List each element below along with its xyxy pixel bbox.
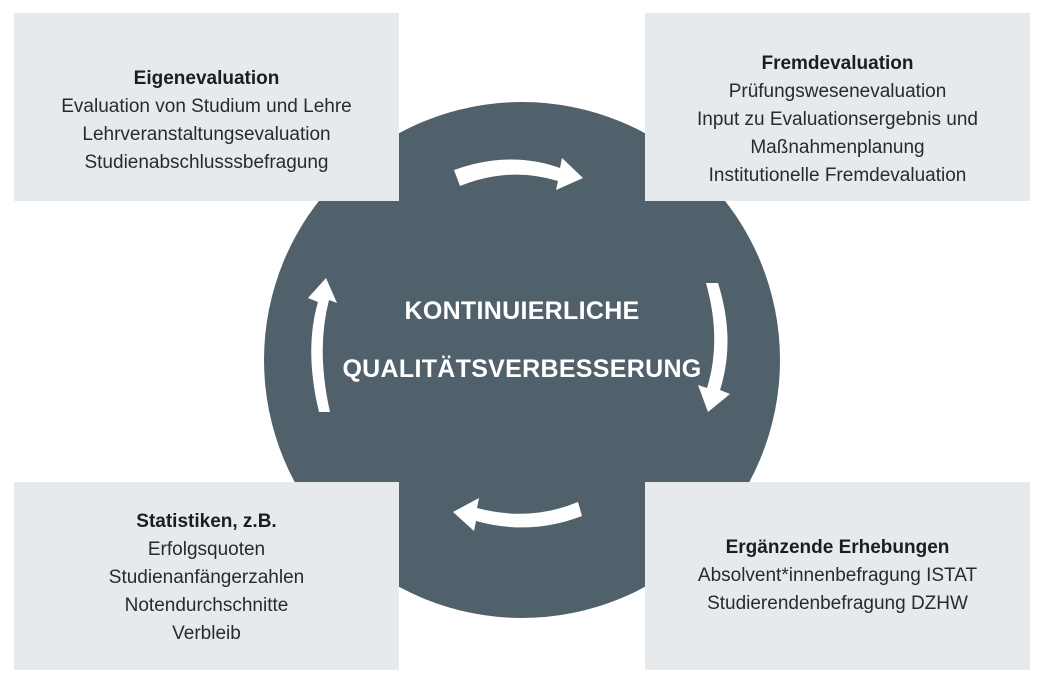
box-line: Notendurchschnitte [124, 595, 289, 616]
box-line: Lehrveranstaltungsevaluation [82, 124, 331, 145]
box-line: Studierendenbefragung DZHW [707, 593, 968, 614]
box-line: Input zu Evaluationsergebnis und [697, 109, 978, 130]
box-line: Evaluation von Studium und Lehre [61, 96, 352, 117]
box-line: Studienabschlusssbefragung [84, 152, 329, 173]
box-title: Statistiken, z.B. [136, 511, 277, 532]
box-title: Fremdevaluation [761, 53, 914, 74]
center-label-line1: KONTINUIERLICHE [404, 297, 640, 325]
box-line: Erfolgsquoten [147, 539, 266, 560]
box-eigenevaluation [14, 13, 399, 201]
box-title: Ergänzende Erhebungen [725, 537, 950, 558]
center-label [322, 282, 722, 398]
box-fremdevaluation [645, 13, 1030, 201]
box-line: Absolvent*innenbefragung ISTAT [697, 565, 978, 586]
box-title: Eigenevaluation [133, 68, 280, 89]
box-line: Verbleib [172, 623, 241, 644]
box-line: Maßnahmenplanung [750, 137, 925, 158]
box-line: Prüfungswesenevaluation [728, 81, 947, 102]
box-statistiken [14, 482, 399, 670]
box-ergaenzende-erhebungen [645, 482, 1030, 670]
box-line: Studienanfängerzahlen [108, 567, 305, 588]
center-label-line2: QUALITÄTSVERBESSERUNG [342, 355, 702, 383]
box-line: Institutionelle Fremdevaluation [708, 165, 967, 186]
